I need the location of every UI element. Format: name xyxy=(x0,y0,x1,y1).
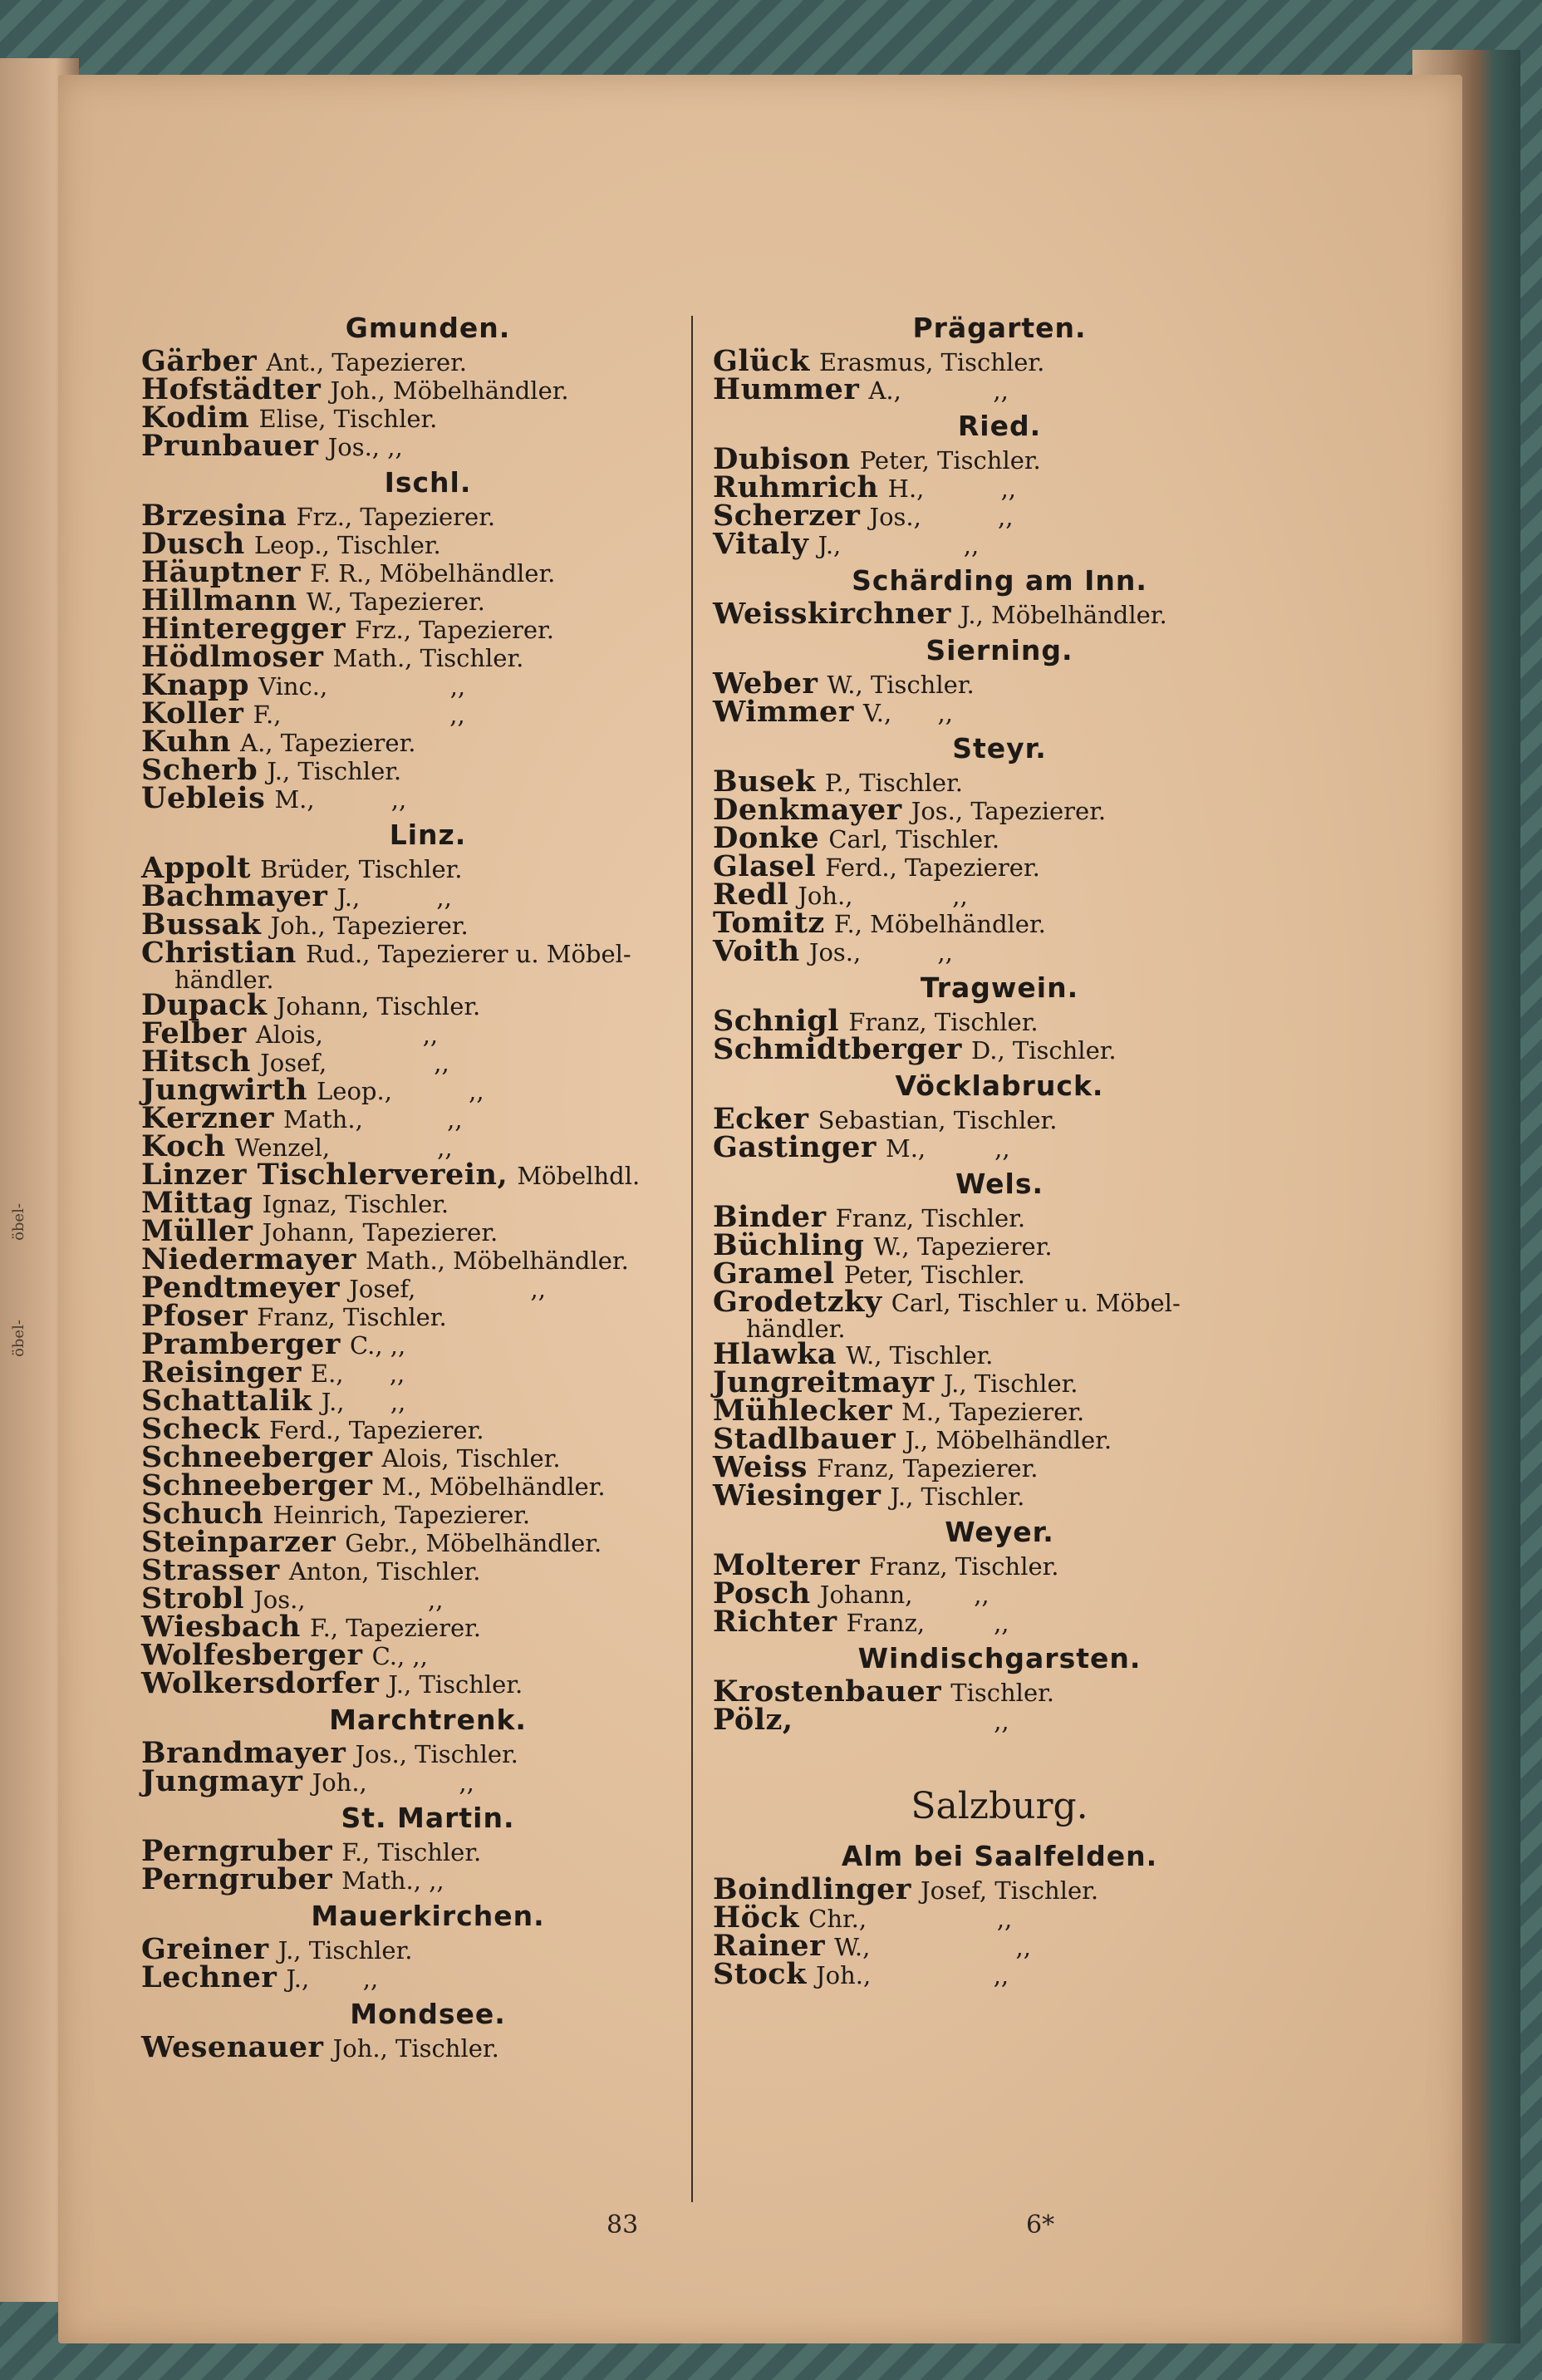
directory-entry xyxy=(141,372,715,406)
directory-entry xyxy=(713,1422,1286,1456)
entry-details: Rud., Tapezierer u. Möbel- xyxy=(305,940,631,968)
entry-name: Büchling xyxy=(713,1228,865,1262)
town-heading: Mondsee. xyxy=(350,1998,506,2030)
entry-name: Schattalik xyxy=(141,1384,312,1418)
entry-details: E., ,, xyxy=(310,1360,405,1388)
entry-name: Wimmer xyxy=(713,695,854,729)
directory-entry xyxy=(713,1032,1286,1066)
column-divider xyxy=(691,316,693,2202)
entry-name: Wolkersdorfer xyxy=(141,1666,380,1700)
directory-entry xyxy=(141,1045,715,1079)
entry-details: Frz., Tapezierer. xyxy=(355,616,554,644)
directory-entry xyxy=(141,1764,715,1798)
entry-details: C., ,, xyxy=(371,1642,428,1670)
entry-details: J., ,, xyxy=(336,883,452,912)
entry-name: Brandmayer xyxy=(141,1736,346,1770)
entry-name: Felber xyxy=(141,1016,247,1050)
entry-details: Erasmus, Tischler. xyxy=(818,348,1045,376)
directory-entry xyxy=(141,879,715,913)
entry-details: Vinc., ,, xyxy=(258,672,466,701)
entry-name: Bachmayer xyxy=(141,879,328,913)
entry-name: Uebleis xyxy=(141,781,266,815)
entry-name: Hlawka xyxy=(713,1337,837,1371)
directory-entry xyxy=(713,1200,1286,1234)
entry-name: Binder xyxy=(713,1200,827,1234)
entry-details: Johann, Tischler. xyxy=(276,992,481,1020)
entry-details: Wenzel, ,, xyxy=(234,1133,453,1162)
entry-details: Joh., ,, xyxy=(798,882,968,910)
entry-name: Ecker xyxy=(713,1102,809,1136)
entry-name: Schnigl xyxy=(713,1004,840,1038)
entry-details: Joh., ,, xyxy=(816,1961,1009,1989)
directory-entry xyxy=(141,1610,715,1644)
entry-details: Peter, Tischler. xyxy=(859,446,1041,475)
entry-name: Stock xyxy=(713,1957,807,1991)
entry-name: Lechner xyxy=(141,1960,277,1994)
directory-entry xyxy=(713,1337,1286,1371)
entry-name: Brzesina xyxy=(141,499,287,533)
entry-name: Vitaly xyxy=(713,527,809,561)
entry-name: Höck xyxy=(713,1901,799,1935)
entry-details: Joh., Möbelhändler. xyxy=(330,376,569,405)
directory-entry xyxy=(141,1016,715,1050)
entry-details: Math., ,, xyxy=(341,1866,444,1895)
town-heading: St. Martin. xyxy=(341,1802,515,1834)
directory-entry xyxy=(141,1327,715,1361)
entry-details: P., Tischler. xyxy=(824,769,963,797)
directory-entry xyxy=(141,1666,715,1700)
entry-name: Linzer Tischlerverein, xyxy=(141,1158,508,1192)
directory-entry xyxy=(713,1872,1286,1906)
town-heading: Vöcklabruck. xyxy=(895,1070,1104,1102)
entry-details: Franz, Tischler. xyxy=(869,1552,1059,1581)
directory-entry xyxy=(713,442,1286,476)
entry-name: Weber xyxy=(713,666,818,701)
town-heading: Tragwein. xyxy=(920,971,1079,1004)
left-column xyxy=(141,306,715,2062)
directory-entry xyxy=(713,793,1286,827)
entry-name: Jungreitmayr xyxy=(713,1365,935,1399)
town-heading: Windischgarsten. xyxy=(857,1642,1142,1674)
directory-entry xyxy=(713,934,1286,968)
entry-name: Wesenauer xyxy=(141,2030,324,2064)
directory-entry xyxy=(713,1004,1286,1038)
town-heading: Marchtrenk. xyxy=(329,1704,527,1736)
town-heading: Ried. xyxy=(957,410,1042,442)
entry-details: M., ,, xyxy=(886,1134,1010,1163)
entry-details: J., Tischler. xyxy=(267,757,402,785)
town-heading: Sierning. xyxy=(926,634,1073,666)
town-heading: Alm bei Saalfelden. xyxy=(841,1840,1158,1872)
entry-details: F., Tapezierer. xyxy=(310,1614,482,1642)
entry-details: Peter, Tischler. xyxy=(843,1261,1025,1289)
directory-entry xyxy=(713,849,1286,883)
entry-name: Pölz, xyxy=(713,1703,793,1737)
directory-entry xyxy=(141,1101,715,1135)
directory-entry xyxy=(141,640,715,674)
directory-entry xyxy=(141,907,715,942)
directory-entry xyxy=(141,753,715,787)
entry-details: H., ,, xyxy=(887,475,1017,503)
directory-entry xyxy=(713,1478,1286,1512)
entry-name: Redl xyxy=(713,878,789,912)
entry-name: Dubison xyxy=(713,442,851,476)
directory-entry xyxy=(141,1355,715,1389)
entry-details: W., Tapezierer. xyxy=(873,1232,1053,1261)
directory-entry xyxy=(141,1440,715,1474)
entry-details: M., Möbelhändler. xyxy=(381,1473,606,1501)
entry-details: J., Tischler. xyxy=(277,1936,413,1964)
entry-name: Voith xyxy=(713,934,800,968)
entry-details: Ferd., Tapezierer. xyxy=(825,853,1040,882)
entry-details: Joh., Tapezierer. xyxy=(270,912,469,940)
directory-entry xyxy=(141,1736,715,1770)
entry-name: Hitsch xyxy=(141,1045,251,1079)
entry-name: Krostenbauer xyxy=(713,1674,942,1709)
page-number: 83 xyxy=(606,2210,639,2240)
directory-entry xyxy=(713,1674,1286,1709)
entry-details: Ant., Tapezierer. xyxy=(266,348,468,376)
directory-entry xyxy=(713,1548,1286,1582)
directory-entry xyxy=(141,2030,715,2064)
directory-entry xyxy=(713,1394,1286,1428)
entry-details: Alois, ,, xyxy=(255,1020,439,1049)
entry-details: Jos., Tischler. xyxy=(355,1740,518,1768)
directory-entry xyxy=(141,555,715,589)
entry-details: Jos., ,, xyxy=(253,1586,444,1614)
directory-entry xyxy=(713,695,1286,729)
entry-details: Franz, Tischler. xyxy=(835,1204,1026,1232)
entry-details: Johann, Tapezierer. xyxy=(262,1218,498,1247)
entry-name: Grodetzky xyxy=(713,1285,882,1319)
entry-name: Schmidtberger xyxy=(713,1032,962,1066)
directory-entry xyxy=(141,781,715,815)
entry-name: Niedermayer xyxy=(141,1242,356,1276)
entry-name: Perngruber xyxy=(141,1862,333,1896)
signature-mark: 6* xyxy=(1026,2210,1055,2240)
entry-details: Joh., Tischler. xyxy=(332,2034,499,2063)
entry-name: Donke xyxy=(713,821,820,855)
entry-details: Elise, Tischler. xyxy=(258,405,438,433)
directory-entry xyxy=(713,527,1286,561)
entry-details: F., Möbelhändler. xyxy=(833,910,1046,938)
entry-name: Denkmayer xyxy=(713,793,902,827)
entry-name: Posch xyxy=(713,1576,811,1610)
directory-entry xyxy=(141,1299,715,1333)
directory-entry xyxy=(141,725,715,759)
entry-details: Anton, Tischler. xyxy=(288,1557,481,1586)
entry-details: Johann, ,, xyxy=(819,1581,990,1609)
right-column xyxy=(713,306,1286,1989)
town-heading: Gmunden. xyxy=(345,312,511,344)
directory-entry xyxy=(141,936,715,994)
entry-details: Chr., ,, xyxy=(808,1905,1013,1933)
entry-details: J., Möbelhändler. xyxy=(905,1426,1112,1454)
entry-details: Sebastian, Tischler. xyxy=(818,1106,1058,1134)
entry-name: Greiner xyxy=(141,1932,269,1966)
directory-entry xyxy=(713,821,1286,855)
entry-details: Math., ,, xyxy=(283,1105,463,1133)
entry-details: W., Tischler. xyxy=(846,1341,994,1369)
entry-name: Wolfesberger xyxy=(141,1638,363,1672)
entry-name: Dupack xyxy=(141,988,268,1022)
entry-details: Franz, Tapezierer. xyxy=(817,1454,1039,1483)
entry-details: Math., Möbelhändler. xyxy=(366,1247,629,1275)
town-heading: Schärding am Inn. xyxy=(852,564,1147,597)
town-heading: Weyer. xyxy=(945,1516,1054,1548)
directory-entry xyxy=(713,878,1286,912)
directory-entry xyxy=(141,1158,715,1192)
entry-name: Jungwirth xyxy=(141,1073,307,1107)
directory-entry xyxy=(141,1581,715,1615)
entry-name: Strasser xyxy=(141,1553,280,1587)
entry-details: Möbelhdl. xyxy=(517,1162,641,1190)
entry-details: Carl, Tischler u. Möbel- xyxy=(891,1289,1181,1317)
entry-details: J., Tischler. xyxy=(943,1369,1078,1398)
entry-details: Tischler. xyxy=(950,1679,1055,1707)
entry-name: Ruhmrich xyxy=(713,470,879,504)
entry-name: Gramel xyxy=(713,1256,835,1291)
entry-details: M., Tapezierer. xyxy=(901,1398,1085,1426)
entry-details: F. R., Möbelhändler. xyxy=(310,559,556,588)
directory-entry xyxy=(141,1862,715,1896)
entry-details: Josef, ,, xyxy=(260,1049,449,1077)
directory-entry xyxy=(141,851,715,885)
entry-name: Steinparzer xyxy=(141,1525,336,1559)
entry-details: V., ,, xyxy=(862,699,953,727)
entry-name: Knapp xyxy=(141,668,249,702)
directory-entry xyxy=(141,1834,715,1868)
directory-entry xyxy=(713,1605,1286,1639)
directory-entry xyxy=(141,1638,715,1672)
directory-entry xyxy=(713,344,1286,378)
entry-name: Bussak xyxy=(141,907,262,942)
entry-details: Franz, ,, xyxy=(846,1609,1009,1637)
entry-details: C., ,, xyxy=(349,1331,406,1360)
entry-continuation: händler. xyxy=(746,1315,846,1343)
directory-entry xyxy=(141,1242,715,1276)
entry-details: Jos., ,, xyxy=(869,503,1014,531)
entry-name: Wiesbach xyxy=(141,1610,301,1644)
entry-name: Weisskirchner xyxy=(713,597,951,631)
entry-details: Jos., ,, xyxy=(327,433,403,461)
entry-details: Heinrich, Tapezierer. xyxy=(273,1501,531,1529)
directory-entry xyxy=(141,696,715,730)
entry-name: Rainer xyxy=(713,1929,826,1963)
directory-entry xyxy=(141,1384,715,1418)
entry-name: Scherzer xyxy=(713,499,861,533)
directory-entry xyxy=(141,1214,715,1248)
entry-details: ,, xyxy=(802,1707,1009,1735)
directory-entry xyxy=(141,1497,715,1531)
entry-details: J., ,, xyxy=(321,1388,406,1416)
town-heading: Steyr. xyxy=(952,732,1047,765)
directory-entry xyxy=(713,1450,1286,1484)
directory-entry xyxy=(141,429,715,463)
entry-name: Busek xyxy=(713,765,816,799)
entry-details: W., ,, xyxy=(834,1933,1031,1961)
entry-name: Jungmayr xyxy=(141,1764,303,1798)
directory-entry xyxy=(141,1186,715,1220)
entry-name: Reisinger xyxy=(141,1355,302,1389)
entry-name: Molterer xyxy=(713,1548,860,1582)
entry-details: F., ,, xyxy=(253,701,465,729)
entry-details: Ignaz, Tischler. xyxy=(262,1190,449,1218)
entry-details: J., Tischler. xyxy=(890,1483,1025,1511)
entry-name: Glasel xyxy=(713,849,817,883)
entry-name: Tomitz xyxy=(713,906,825,940)
entry-details: J., Tischler. xyxy=(388,1670,523,1699)
entry-name: Koch xyxy=(141,1129,226,1163)
entry-name: Hinteregger xyxy=(141,612,346,646)
directory-entry xyxy=(713,1285,1286,1343)
directory-entry xyxy=(141,527,715,561)
entry-details: W., Tapezierer. xyxy=(306,588,485,616)
directory-entry xyxy=(713,1130,1286,1164)
entry-name: Gastinger xyxy=(713,1130,877,1164)
town-heading: Ischl. xyxy=(384,466,472,499)
directory-entry xyxy=(713,1901,1286,1935)
entry-details: Jos., ,, xyxy=(808,938,953,966)
entry-name: Pendtmeyer xyxy=(141,1271,341,1305)
entry-details: Alois, Tischler. xyxy=(381,1444,561,1473)
directory-entry xyxy=(141,668,715,702)
directory-entry xyxy=(141,1525,715,1559)
entry-details: A., ,, xyxy=(868,376,1009,405)
directory-entry xyxy=(713,499,1286,533)
entry-name: Prunbauer xyxy=(141,429,319,463)
entry-details: Leop., Tischler. xyxy=(253,531,441,559)
entry-name: Christian xyxy=(141,936,297,970)
entry-name: Hofstädter xyxy=(141,372,322,406)
directory-entry xyxy=(713,1256,1286,1291)
entry-details: Jos., Tapezierer. xyxy=(911,797,1107,825)
entry-continuation: händler. xyxy=(174,966,274,994)
entry-details: Gebr., Möbelhändler. xyxy=(345,1529,602,1557)
town-heading: Mauerkirchen. xyxy=(311,1900,545,1932)
entry-details: W., Tischler. xyxy=(827,671,975,699)
directory-entry xyxy=(141,612,715,646)
entry-name: Wiesinger xyxy=(713,1478,881,1512)
directory-entry xyxy=(141,1271,715,1305)
directory-entry xyxy=(141,1073,715,1107)
town-heading: Wels. xyxy=(955,1168,1044,1200)
entry-name: Hödlmoser xyxy=(141,640,324,674)
entry-details: Franz, Tischler. xyxy=(848,1008,1039,1036)
directory-entry xyxy=(141,1129,715,1163)
directory-entry xyxy=(141,401,715,435)
directory-entry xyxy=(141,1960,715,1994)
town-heading: Prägarten. xyxy=(912,312,1087,344)
entry-name: Richter xyxy=(713,1605,837,1639)
entry-name: Schneeberger xyxy=(141,1440,373,1474)
directory-entry xyxy=(141,499,715,533)
entry-details: A., Tapezierer. xyxy=(240,729,416,757)
entry-name: Hillmann xyxy=(141,583,297,617)
entry-name: Pramberger xyxy=(141,1327,341,1361)
directory-page xyxy=(58,75,1462,2343)
directory-entry xyxy=(141,1932,715,1966)
entry-name: Boindlinger xyxy=(713,1872,911,1906)
directory-entry xyxy=(713,1228,1286,1262)
entry-details: Josef, ,, xyxy=(349,1275,546,1303)
entry-name: Scherb xyxy=(141,753,258,787)
entry-details: F., Tischler. xyxy=(341,1838,482,1866)
directory-entry xyxy=(713,470,1286,504)
entry-name: Appolt xyxy=(141,851,251,885)
entry-details: Josef, Tischler. xyxy=(921,1876,1099,1905)
entry-details: D., Tischler. xyxy=(971,1036,1117,1065)
entry-details: Leop., ,, xyxy=(317,1077,484,1105)
entry-name: Hummer xyxy=(713,372,860,406)
entry-name: Strobl xyxy=(141,1581,244,1615)
entry-details: J., ,, xyxy=(818,531,980,559)
directory-entry xyxy=(713,666,1286,701)
entry-name: Schneeberger xyxy=(141,1468,373,1502)
entry-name: Weiss xyxy=(713,1450,808,1484)
directory-entry xyxy=(713,372,1286,406)
entry-details: Carl, Tischler. xyxy=(828,825,1000,853)
entry-name: Kodim xyxy=(141,401,250,435)
directory-entry xyxy=(713,765,1286,799)
entry-details: Joh., ,, xyxy=(312,1768,474,1797)
entry-name: Mittag xyxy=(141,1186,253,1220)
directory-entry xyxy=(713,1703,1286,1737)
entry-details: J., ,, xyxy=(286,1964,379,1993)
directory-entry xyxy=(141,1468,715,1502)
left-page-fragment: öbel- xyxy=(9,1203,27,1241)
directory-entry xyxy=(713,597,1286,631)
entry-name: Perngruber xyxy=(141,1834,333,1868)
entry-details: Frz., Tapezierer. xyxy=(296,503,496,531)
entry-name: Stadlbauer xyxy=(713,1422,896,1456)
directory-entry xyxy=(713,1957,1286,1991)
entry-details: Franz, Tischler. xyxy=(257,1303,447,1331)
entry-name: Dusch xyxy=(141,527,245,561)
directory-entry xyxy=(713,1102,1286,1136)
directory-entry xyxy=(141,1412,715,1446)
entry-name: Pfoser xyxy=(141,1299,248,1333)
entry-details: Math., Tischler. xyxy=(332,644,524,672)
entry-name: Häuptner xyxy=(141,555,301,589)
left-page-fragment: öbel- xyxy=(9,1320,27,1357)
directory-entry xyxy=(141,988,715,1022)
directory-entry xyxy=(713,1576,1286,1610)
town-heading: Linz. xyxy=(389,819,467,851)
directory-entry xyxy=(713,1929,1286,1963)
entry-name: Schuch xyxy=(141,1497,264,1531)
directory-entry xyxy=(141,583,715,617)
entry-name: Müller xyxy=(141,1214,253,1248)
entry-details: M., ,, xyxy=(274,785,407,814)
entry-details: Brüder, Tischler. xyxy=(260,855,463,883)
entry-name: Kerzner xyxy=(141,1101,274,1135)
entry-details: Ferd., Tapezierer. xyxy=(269,1416,484,1444)
directory-entry xyxy=(713,906,1286,940)
entry-name: Glück xyxy=(713,344,810,378)
directory-entry xyxy=(141,344,715,378)
entry-name: Mühlecker xyxy=(713,1394,892,1428)
entry-name: Koller xyxy=(141,696,244,730)
entry-details: J., Möbelhändler. xyxy=(960,601,1167,629)
region-heading: Salzburg. xyxy=(911,1785,1088,1827)
directory-entry xyxy=(141,1553,715,1587)
entry-name: Kuhn xyxy=(141,725,231,759)
entry-name: Gärber xyxy=(141,344,258,378)
entry-name: Scheck xyxy=(141,1412,260,1446)
directory-entry xyxy=(713,1365,1286,1399)
